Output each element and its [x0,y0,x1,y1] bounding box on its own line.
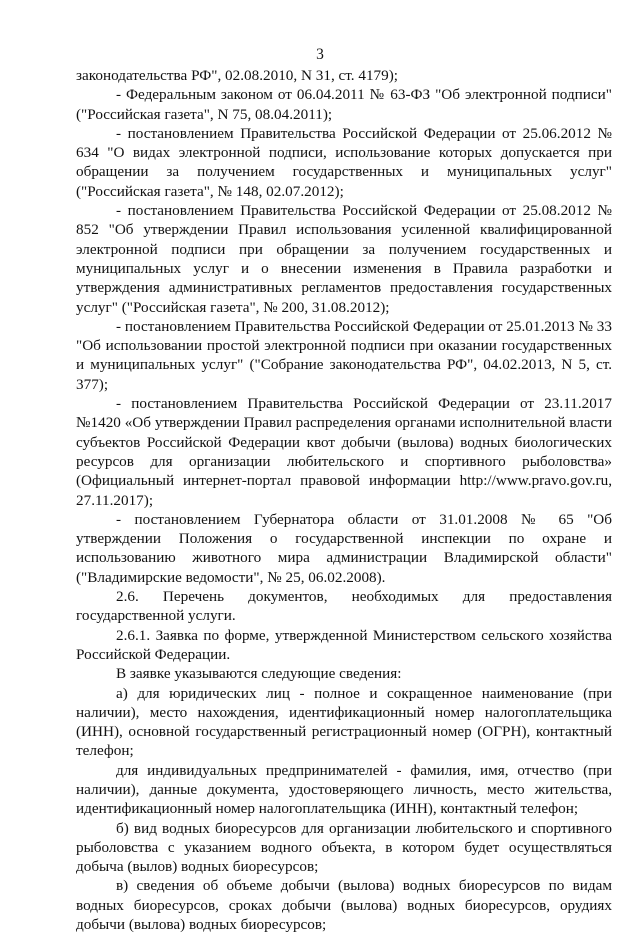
paragraph-resolution-1420: - постановлением Правительства Российской Федерации от 23.11.2017 №1420 «Об утверждении Правил распределения органами исполнительной власти субъектов Российской Федерации квот добычи (вылова) водных биологических ресурсов для организации любительского и спортивного рыболовства» (Официальный интернет-портал правовой информации http://www.pravo.gov.ru, 27.11.2017); [76,395,612,509]
item-v-catch-volume: в) сведения об объеме добычи (вылова) водных биоресурсов по видам водных биоресурсов, сроках добычи (вылова) водных биоресурсов, орудиях добычи (вылова) водных биоресурсов; [76,877,612,934]
section-2-6-heading: 2.6. Перечень документов, необходимых для предоставления государственной услуги. [76,588,612,625]
paragraph-resolution-852: - постановлением Правительства Российской Федерации от 25.08.2012 № 852 "Об утверждении Правил использования усиленной квалифицированной электронной подписи при обращении за получением государственных и муниципальных услуг и о внесении изменения в Правила разработки и утверждения административных регламентов предоставления государственных услуг" ("Российская газета", № 200, 31.08.2012); [76,202,612,316]
paragraph-resolution-33: - постановлением Правительства Российской Федерации от 25.01.2013 № 33 "Об использовании простой электронной подписи при оказании государственных и муниципальных услуг" ("Собрание законодательства РФ", 04.02.2013, N 5, ст. 377); [76,317,612,393]
document-body [76,66,612,934]
paragraph-governor-resolution-65: - постановлением Губернатора области от 31.01.2008 № 65 "Об утверждении Положения о государственной инспекции по охране и использованию животного мира администрации Владимирской области" ("Владимирские ведомости", № 25, 06.02.2008). [76,510,612,586]
item-b-species: б) вид водных биоресурсов для организации любительского и спортивного рыболовства с указанием водного объекта, в котором будет осуществляться добыча (вылов) водных биоресурсов; [76,819,612,876]
paragraph-resolution-634: - постановлением Правительства Российской Федерации от 25.06.2012 № 634 "О видах электронной подписи, использование которых допускается при обращении за получением государственных и муниципальных услуг" ("Российская газета", № 148, 02.07.2012); [76,124,612,200]
paragraph-federal-law-63: - Федеральным законом от 06.04.2011 № 63-ФЗ "Об электронной подписи" ("Российская газета", N 75, 08.04.2011); [76,86,612,123]
page-number: 3 [316,46,324,63]
paragraph-law-reference-continued: законодательства РФ", 02.08.2010, N 31, ст. 4179); [76,67,399,84]
item-individual-entrepreneurs: для индивидуальных предпринимателей - фамилия, имя, отчество (при наличии), данные документа, удостоверяющего личность, место жительства, идентификационный номер налогоплательщика (ИНН), контактный телефон; [76,761,612,818]
section-2-6-1: 2.6.1. Заявка по форме, утвержденной Министерством сельского хозяйства Российской Федерации. [76,626,612,663]
application-details-intro: В заявке указываются следующие сведения: [116,665,402,683]
item-a-legal-entities: а) для юридических лиц - полное и сокращенное наименование (при наличии), место нахождения, идентификационный номер налогоплательщика (ИНН), основной государственный регистрационный номер (ОГРН), контактный телефон; [76,684,612,760]
